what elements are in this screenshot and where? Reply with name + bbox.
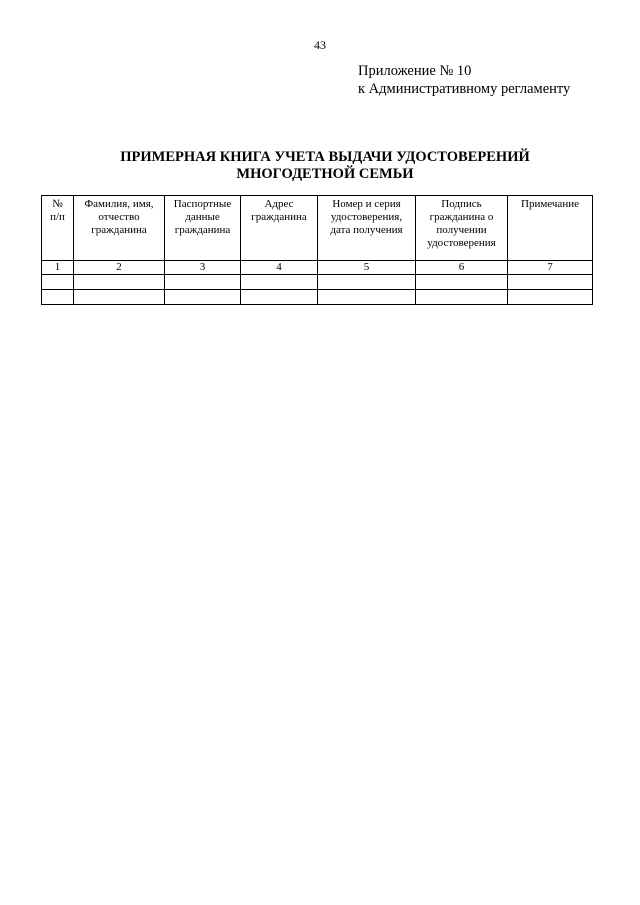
column-number: 5 xyxy=(318,261,416,275)
header-certificate: Номер и серия удостоверения, дата получения xyxy=(318,196,416,261)
header-address: Адрес гражданина xyxy=(241,196,318,261)
table-cell xyxy=(318,290,416,305)
column-number: 1 xyxy=(42,261,74,275)
column-number: 3 xyxy=(165,261,241,275)
table-cell xyxy=(42,275,74,290)
register-table xyxy=(41,195,593,305)
appendix-reference xyxy=(358,62,570,98)
page-number: 43 xyxy=(314,38,326,52)
header-row xyxy=(42,196,593,261)
table-row xyxy=(42,290,593,305)
table-cell xyxy=(318,275,416,290)
column-number: 6 xyxy=(416,261,508,275)
table-cell xyxy=(241,290,318,305)
table-cell xyxy=(74,290,165,305)
table-row xyxy=(42,275,593,290)
column-numbers-row xyxy=(42,261,593,275)
document-title xyxy=(40,149,610,183)
table-cell xyxy=(165,290,241,305)
table-cell xyxy=(416,290,508,305)
table-cell xyxy=(241,275,318,290)
table-cell xyxy=(165,275,241,290)
header-note: Примечание xyxy=(508,196,593,261)
title-line-1: ПРИМЕРНАЯ КНИГА УЧЕТА ВЫДАЧИ УДОСТОВЕРЕНИЙ xyxy=(120,149,530,165)
title-line-2: МНОГОДЕТНОЙ СЕМЬИ xyxy=(236,166,414,182)
appendix-line-1: Приложение № 10 xyxy=(358,63,472,79)
header-signature: Подпись гражданина о получении удостоверения xyxy=(416,196,508,261)
column-number: 7 xyxy=(508,261,593,275)
table-cell xyxy=(508,275,593,290)
table-cell xyxy=(508,290,593,305)
table-cell xyxy=(416,275,508,290)
header-full-name: Фамилия, имя, отчество гражданина xyxy=(74,196,165,261)
table-cell xyxy=(42,290,74,305)
table-cell xyxy=(74,275,165,290)
column-number: 2 xyxy=(74,261,165,275)
column-number: 4 xyxy=(241,261,318,275)
appendix-line-2: к Административному регламенту xyxy=(358,81,571,97)
header-number: № п/п xyxy=(42,196,74,261)
header-passport: Паспортные данные гражданина xyxy=(165,196,241,261)
